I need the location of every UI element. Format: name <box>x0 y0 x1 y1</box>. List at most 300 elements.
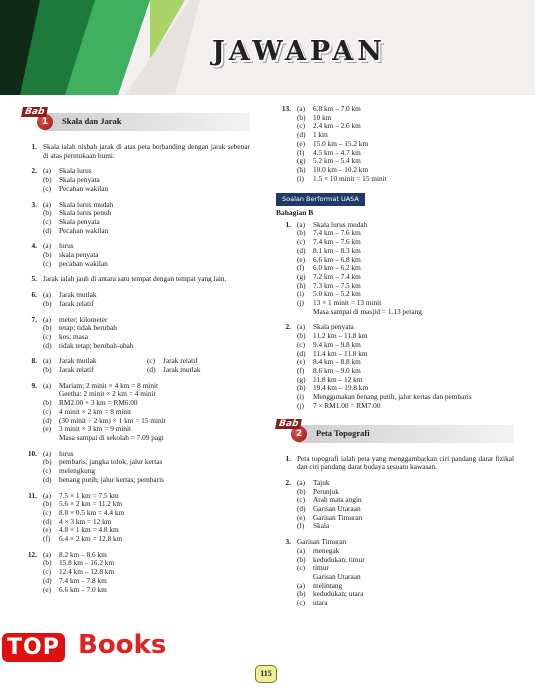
item-value: 1 km <box>313 130 328 140</box>
header-banner <box>0 0 535 95</box>
question-number <box>276 556 297 565</box>
question-number <box>276 522 297 531</box>
question-number <box>22 535 43 544</box>
question-number: 7. <box>31 314 37 324</box>
item-value: Skala <box>313 521 330 531</box>
item-value: (30 minit ÷ 2 km) × 1 km = 15 minit <box>59 415 166 425</box>
answer-row <box>276 547 514 556</box>
item-label: (c) <box>43 466 52 476</box>
question-number <box>276 264 297 273</box>
item-value: 8.6 km – 9.0 km <box>313 365 361 375</box>
item-label: (h) <box>297 164 306 174</box>
answer-row <box>276 131 514 140</box>
question-number <box>22 476 43 485</box>
answer-row <box>22 201 250 210</box>
answer-block <box>22 316 250 351</box>
question-number <box>276 114 297 123</box>
item-value: menegak <box>313 545 340 555</box>
question-number <box>276 402 297 411</box>
question-number <box>276 166 297 175</box>
item-value: pecahan wakilan <box>59 258 108 268</box>
question-number <box>276 308 297 317</box>
item-label: (a) <box>297 219 306 229</box>
chapter-number-badge: 1 <box>37 114 53 130</box>
item-label: (e) <box>297 357 306 367</box>
item-label: (d) <box>43 474 52 484</box>
item-value: 8.4 km – 8.8 km <box>313 357 361 367</box>
item-label: (f) <box>43 534 51 544</box>
question-number: 5. <box>31 274 37 284</box>
question-number <box>276 488 297 497</box>
answer-text: Peta topografi ialah peta yang menggambarkan ciri pandang darat fizikal dan ciri pandang darat budaya sesuatu kawasan. <box>297 453 514 472</box>
item-value: Masa sampai di masjid = 1.13 petang <box>313 306 422 316</box>
answer-row <box>276 229 514 238</box>
question-number <box>22 399 43 408</box>
answer-row <box>22 333 250 342</box>
item-value: Jarak mutlak <box>59 290 97 300</box>
item-value: 8.8 × 0.5 km = 4.4 km <box>59 507 125 517</box>
item-value: Geetha: 2 minit × 2 km = 4 minit <box>59 389 156 399</box>
answer-row <box>276 514 514 523</box>
answer-row <box>22 167 250 176</box>
question-number <box>22 500 43 509</box>
item-value: 4 × 3 km = 12 km <box>59 516 112 526</box>
answer-row <box>22 559 250 568</box>
answer-row <box>22 242 250 251</box>
question-number: 3. <box>31 199 37 209</box>
question-number <box>276 350 297 359</box>
question-number <box>22 185 43 194</box>
question-number: 8. <box>31 356 37 366</box>
question-number <box>276 384 297 393</box>
answer-row <box>276 290 514 299</box>
item-value: Arah mata angin <box>313 495 362 505</box>
question-number <box>22 559 43 568</box>
answer-row <box>22 209 250 218</box>
question-number <box>276 564 297 573</box>
item-label: (b) <box>43 365 52 375</box>
item-label: (d) <box>297 504 306 514</box>
question-number: 12. <box>27 549 37 559</box>
item-value: 11.4 km – 11.8 km <box>313 348 368 358</box>
answer-row <box>22 492 250 501</box>
answer-row <box>22 291 250 300</box>
item-value: utara <box>313 598 328 608</box>
item-value: 7.4 km – 7.8 km <box>59 575 107 585</box>
item-value: kos; masa <box>59 331 88 341</box>
item-value: meter; kilometer <box>59 314 108 324</box>
question-number <box>22 390 43 399</box>
item-label: (c) <box>43 406 52 416</box>
question-number <box>276 140 297 149</box>
answer-row <box>22 227 250 236</box>
item-label: (a) <box>43 241 52 251</box>
item-label: (c) <box>43 567 52 577</box>
answer-row <box>22 434 250 443</box>
answer-block <box>276 455 514 472</box>
question-number: 2. <box>285 322 291 332</box>
item-label: (d) <box>297 245 306 255</box>
answer-row <box>276 488 514 497</box>
item-label: (c) <box>297 495 306 505</box>
item-label <box>43 434 59 443</box>
answer-block <box>22 143 250 160</box>
answer-block <box>276 323 514 410</box>
item-value: Skala lurus mudah <box>313 219 368 229</box>
answer-row <box>276 256 514 265</box>
question-number <box>22 218 43 227</box>
item-value: Jarak relatif <box>163 356 198 366</box>
item-value: 1.5 × 10 minit = 15 minit <box>313 173 387 183</box>
question-number <box>22 586 43 595</box>
answer-row <box>22 586 250 595</box>
answer-row <box>276 114 514 123</box>
chapter-bab-label: Bab <box>275 419 302 429</box>
answer-block <box>22 492 250 544</box>
item-label: (b) <box>43 457 52 467</box>
answer-row <box>22 342 250 351</box>
question-number <box>22 518 43 527</box>
question-number <box>276 175 297 184</box>
question-number <box>22 209 43 218</box>
item-label: (b) <box>43 208 52 218</box>
answer-text: Skala ialah nisbah jarak di atas peta berbanding dengan jarak sebenar di atas permukaan bumi. <box>43 142 250 160</box>
answer-row <box>276 273 514 282</box>
item-value: Garisan Utaraan <box>313 504 361 514</box>
item-value: Garisan Timuran <box>313 512 363 522</box>
question-number: 11. <box>28 490 37 500</box>
item-value: skala penyata <box>59 250 99 260</box>
item-value: kedudukan; utara <box>313 589 364 599</box>
item-value: 4.5 km – 4.7 km <box>313 147 361 157</box>
chapter-1-heading <box>22 107 250 133</box>
question-number <box>22 568 43 577</box>
item-label: (c) <box>297 237 306 247</box>
answer-row <box>276 376 514 385</box>
question-number <box>22 458 43 467</box>
answer-row <box>276 140 514 149</box>
question-number <box>276 376 297 385</box>
answer-block <box>276 105 514 183</box>
answer-subtitle: Garisan Timuran <box>297 537 347 547</box>
item-label: (e) <box>43 525 52 535</box>
item-label: (d) <box>43 516 52 526</box>
answer-row <box>43 366 250 375</box>
item-value: timur <box>313 563 329 573</box>
item-label: (d) <box>43 225 52 235</box>
question-number <box>276 514 297 523</box>
item-value: 12.4 km – 12.8 km <box>59 567 115 577</box>
logo-top-text: TOP <box>2 633 65 662</box>
answer-row <box>276 582 514 591</box>
question-number <box>22 342 43 351</box>
question-number: 13. <box>281 104 291 113</box>
item-label: (g) <box>297 271 306 281</box>
question-number <box>276 599 297 608</box>
item-label: (b) <box>297 589 306 599</box>
answer-row <box>276 166 514 175</box>
item-label: (a) <box>43 448 52 458</box>
answer-row <box>276 505 514 514</box>
item-label: (c) <box>43 507 52 517</box>
question-number <box>276 590 297 599</box>
question-number <box>276 496 297 505</box>
answer-row <box>276 367 514 376</box>
answer-block <box>276 479 514 531</box>
item-value: Skala lurus <box>59 166 92 176</box>
question-number <box>22 251 43 260</box>
item-label: (c) <box>43 183 52 193</box>
item-label: (a) <box>43 490 52 500</box>
item-label: (b) <box>43 323 52 333</box>
item-value: RM2.00 × 3 km = RM6.00 <box>59 398 138 408</box>
item-label: (f) <box>297 521 305 531</box>
answer-row <box>22 218 250 227</box>
question-number <box>22 300 43 309</box>
item-label: (d) <box>43 415 52 425</box>
item-value: 6.6 km – 7.0 km <box>59 584 107 594</box>
item-label: (i) <box>297 392 304 402</box>
question-number <box>276 367 297 376</box>
question-number <box>22 434 43 443</box>
item-value: 7.2 km – 7.4 km <box>313 271 361 281</box>
item-label: (a) <box>43 290 52 300</box>
answer-row <box>276 221 514 230</box>
answer-row <box>22 260 250 269</box>
answer-row <box>276 238 514 247</box>
answer-row <box>276 522 514 531</box>
answer-block <box>22 242 250 268</box>
item-label: (b) <box>43 558 52 568</box>
item-label: (i) <box>297 289 304 299</box>
item-label: (d) <box>147 365 156 375</box>
answer-row <box>276 479 514 488</box>
item-value: lurus <box>59 241 74 251</box>
answer-subtitle: Garisan Utaraan <box>313 571 361 581</box>
item-value: tidak tetap; berubah-ubah <box>59 340 134 350</box>
item-label: (c) <box>43 331 52 341</box>
question-number: 2. <box>31 166 37 176</box>
item-label: (e) <box>43 424 52 434</box>
answer-row <box>276 599 514 608</box>
item-value: 10 km <box>313 112 332 122</box>
item-value: 7.4 km – 7.6 km <box>313 237 361 247</box>
item-label: (b) <box>43 499 52 509</box>
item-label: (f) <box>297 365 305 375</box>
answer-row <box>22 500 250 509</box>
answer-row <box>276 175 514 184</box>
question-number <box>276 290 297 299</box>
question-number <box>22 260 43 269</box>
question-number <box>276 332 297 341</box>
answer-block <box>22 382 250 443</box>
item-value: 8.2 km – 8.6 km <box>59 549 107 559</box>
answer-row <box>22 316 250 325</box>
question-number: 2. <box>285 477 291 487</box>
question-number: 1. <box>285 219 291 229</box>
item-value: lurus <box>59 448 74 458</box>
answer-row <box>22 509 250 518</box>
answer-row <box>276 332 514 341</box>
item-label: (b) <box>43 398 52 408</box>
item-value: 15.8 km – 16.2 km <box>59 558 115 568</box>
item-label: (e) <box>297 138 306 148</box>
item-value: Masa sampai di sekolah = 7.09 pagi <box>59 432 164 442</box>
chapter-2-heading <box>276 419 514 445</box>
answer-row <box>276 350 514 359</box>
answer-row <box>276 157 514 166</box>
item-label: (b) <box>297 228 306 238</box>
item-label: (g) <box>297 374 306 384</box>
item-value: kedudukan; timur <box>313 554 365 564</box>
question-number: 3. <box>285 537 291 547</box>
item-label: (a) <box>297 545 306 555</box>
item-value: Pecahan wakilan <box>59 183 109 193</box>
answer-row <box>22 251 250 260</box>
left-column <box>22 107 250 601</box>
item-value: 5.0 km – 5.2 km <box>313 289 361 299</box>
answer-row <box>22 300 250 309</box>
item-value: 7.3 km – 7.5 km <box>313 280 361 290</box>
question-number <box>276 247 297 256</box>
question-number <box>22 509 43 518</box>
question-number <box>276 582 297 591</box>
item-label: (d) <box>297 348 306 358</box>
item-label: (e) <box>297 254 306 264</box>
answer-row <box>276 323 514 332</box>
answer-row <box>276 556 514 565</box>
item-label: (b) <box>43 298 52 308</box>
item-value: 4.8 × 1 km = 4.8 km <box>59 525 119 535</box>
item-value: 9.4 km – 9.8 km <box>313 339 361 349</box>
question-number <box>22 176 43 185</box>
answer-row <box>276 308 514 317</box>
answer-row <box>22 577 250 586</box>
question-number: 1. <box>285 453 291 463</box>
logo-books-text: Books <box>78 630 167 660</box>
item-label: (a) <box>297 104 306 113</box>
item-value: pembaris; jangka tolok; jalur kertas <box>59 457 163 467</box>
item-label: (a) <box>43 199 52 209</box>
answer-block <box>276 221 514 317</box>
item-value: Mariam: 2 minit × 4 km = 8 minit <box>59 380 159 390</box>
item-value: Jarak relatif <box>59 365 94 375</box>
question-number <box>276 273 297 282</box>
item-label <box>297 308 313 317</box>
answer-block <box>22 275 250 284</box>
item-value: Menggunakan benang putih, jalur kertas dan pembaris <box>313 392 472 402</box>
item-label: (a) <box>297 477 306 487</box>
question-number: 4. <box>31 241 37 251</box>
question-number <box>22 227 43 236</box>
chapter-bab-label: Bab <box>21 107 48 117</box>
answer-row <box>276 496 514 505</box>
item-label: (f) <box>297 147 305 157</box>
item-label: (a) <box>297 580 306 590</box>
item-value: Skala penyata <box>313 322 354 332</box>
chapter-title: Peta Topografi <box>316 427 370 438</box>
question-number <box>22 577 43 586</box>
question-number: 1. <box>31 142 37 151</box>
question-number <box>22 425 43 434</box>
answer-row <box>276 402 514 411</box>
item-value: Skala lurus penuh <box>59 208 112 218</box>
answer-row <box>276 393 514 402</box>
item-value: 5.2 km – 5.4 km <box>313 156 361 166</box>
item-value: 15.0 km – 15.2 km <box>313 138 369 148</box>
answer-row <box>22 399 250 408</box>
item-value: Pecahan wakilan <box>59 225 109 235</box>
answer-text: Jarak ialah jauh di antara satu tempat dengan tempat yang lain. <box>43 274 227 284</box>
item-value: 4 minit × 2 km = 8 minit <box>59 406 132 416</box>
item-label: (a) <box>43 549 52 559</box>
answer-row <box>276 564 514 573</box>
answer-row <box>22 535 250 544</box>
question-number <box>276 131 297 140</box>
item-label: (h) <box>297 383 306 393</box>
item-value: 6.0 km – 6.2 km <box>313 263 361 273</box>
item-value: 3 minit × 3 km = 9 minit <box>59 424 132 434</box>
item-label: (j) <box>297 400 304 410</box>
item-label: (c) <box>297 598 306 608</box>
answer-block <box>22 291 250 308</box>
item-value: 5.6 × 2 km = 11.2 km <box>59 499 123 509</box>
item-value: Jarak mutlak <box>163 365 201 375</box>
answer-row <box>22 176 250 185</box>
answer-row <box>22 458 250 467</box>
uasa-badge: Soalan Berformat UASA <box>276 193 365 206</box>
item-value: Skala penyata <box>59 216 100 226</box>
answer-row <box>22 518 250 527</box>
question-number <box>276 122 297 131</box>
answer-row <box>22 551 250 560</box>
question-number <box>22 408 43 417</box>
item-label: (j) <box>297 298 304 308</box>
item-label: (b) <box>297 486 306 496</box>
page-title: JAWAPAN <box>212 36 386 67</box>
item-value: melintang <box>313 580 343 590</box>
item-label: (d) <box>43 340 52 350</box>
question-number <box>22 324 43 333</box>
question-number <box>276 149 297 158</box>
item-value: 8.1 km – 8.3 km <box>313 245 361 255</box>
item-value: 6.4 × 2 km = 12.8 km <box>59 534 123 544</box>
item-label: (b) <box>43 175 52 185</box>
item-value: 6.8 km – 7.0 km <box>313 104 361 113</box>
answer-row <box>276 122 514 131</box>
item-label: (c) <box>147 356 156 366</box>
answer-row <box>276 105 514 114</box>
item-label: (h) <box>297 280 306 290</box>
question-number <box>22 333 43 342</box>
answer-row <box>276 149 514 158</box>
question-number <box>276 393 297 402</box>
section-heading: Bahagian B <box>276 208 314 218</box>
item-value: benang putih; jalur kertas; pembaris <box>59 474 164 484</box>
item-label: (a) <box>43 356 52 366</box>
item-value: 10.0 km – 10.2 km <box>313 164 369 174</box>
question-number: 10. <box>27 448 37 458</box>
question-number <box>276 238 297 247</box>
item-value: Jarak relatif <box>59 298 94 308</box>
item-value: 11.8 km – 12 km <box>313 374 363 384</box>
item-value: Jarak mutlak <box>59 356 97 366</box>
item-value: Tajuk <box>313 477 330 487</box>
answer-row <box>276 590 514 599</box>
topbooks-logo <box>0 628 180 672</box>
question-number <box>22 467 43 476</box>
item-label: (b) <box>297 554 306 564</box>
